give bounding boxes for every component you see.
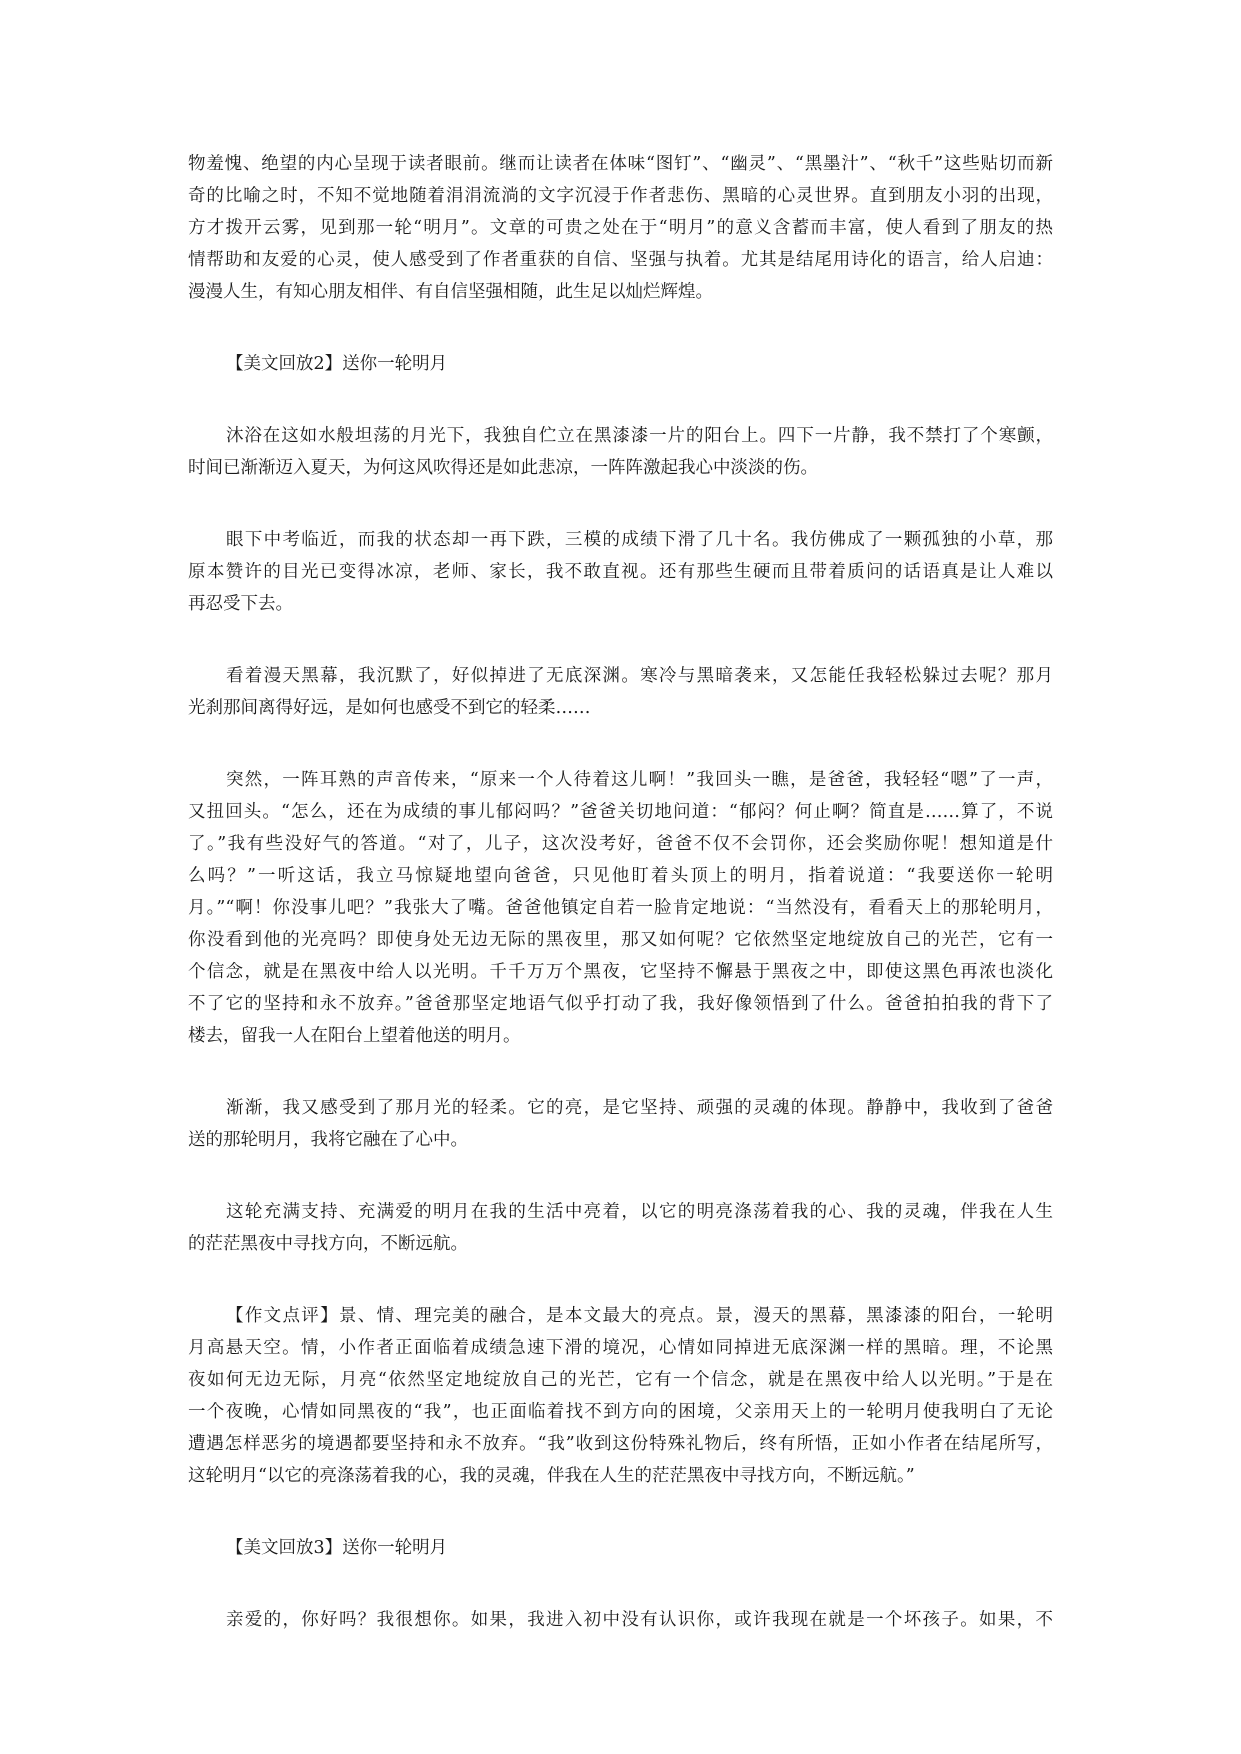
document-page <box>188 148 1053 1636</box>
text-line: 方才拨开云雾，见到那一轮“明月”。文章的可贵之处在于“明月”的意义含蓄而丰富，使人看到了朋友的热 <box>188 218 1053 238</box>
text-line: 物羞愧、绝望的内心呈现于读者眼前。继而让读者在体味“图钉”、“幽灵”、“黑墨汁”、“秋千”这些贴切而新 <box>188 154 1053 174</box>
text-line: 了。”我有些没好气的答道。“对了，儿子，这次没考好，爸爸不仅不会罚你，还会奖励你呢！想知道是什 <box>188 834 1053 854</box>
text-line: 情帮助和友爱的心灵，使人感受到了作者重获的自信、坚强与执着。尤其是结尾用诗化的语言，给人启迪： <box>188 250 1053 270</box>
paragraph <box>188 420 1053 484</box>
text-line: 时间已渐渐迈入夏天，为何这风吹得还是如此悲凉，一阵阵激起我心中淡淡的伤。 <box>188 458 818 478</box>
text-line: 你没看到他的光亮吗？即使身处无边无际的黑夜里，那又如何呢？它依然坚定地绽放自己的光芒，它有一 <box>188 930 1053 950</box>
text-line: 突然，一阵耳熟的声音传来，“原来一个人待着这儿啊！”我回头一瞧，是爸爸，我轻轻“嗯”了一声， <box>226 770 1053 790</box>
text-line: 这轮充满支持、充满爱的明月在我的生活中亮着，以它的明亮涤荡着我的心、我的灵魂，伴我在人生 <box>226 1202 1053 1222</box>
text-line: 又扭回头。“怎么，还在为成绩的事儿郁闷吗？”爸爸关切地问道：“郁闷？何止啊？简直是……算了，不说 <box>188 802 1053 822</box>
text-line: 奇的比喻之时，不知不觉地随着涓涓流淌的文字沉浸于作者悲伤、黑暗的心灵世界。直到朋友小羽的出现， <box>188 186 1053 206</box>
paragraph-commentary-2 <box>188 1300 1053 1492</box>
text-line: 【作文点评】景、情、理完美的融合，是本文最大的亮点。景，漫天的黑幕，黑漆漆的阳台，一轮明 <box>226 1306 1053 1326</box>
paragraph-commentary-1 <box>188 148 1053 308</box>
heading-text: 【美文回放2】送你一轮明月 <box>226 354 448 374</box>
text-line: 原本赞许的目光已变得冰凉，老师、家长，我不敢直视。还有那些生硬而且带着质问的话语真是让人难以 <box>188 562 1053 582</box>
text-line: 一个夜晚，心情如同黑夜的“我”，也正面临着找不到方向的困境，父亲用天上的一轮明月使我明白了无论 <box>188 1402 1053 1422</box>
text-line: 漫漫人生，有知心朋友相伴、有自信坚强相随，此生足以灿烂辉煌。 <box>188 282 713 302</box>
text-line: 的茫茫黑夜中寻找方向，不断远航。 <box>188 1234 468 1254</box>
text-line: 渐渐，我又感受到了那月光的轻柔。它的亮，是它坚持、顽强的灵魂的体现。静静中，我收到了爸爸 <box>226 1098 1053 1118</box>
paragraph <box>188 1196 1053 1260</box>
section-heading-3 <box>188 1532 1053 1564</box>
text-line: 送的那轮明月，我将它融在了心中。 <box>188 1130 468 1150</box>
paragraph <box>188 764 1053 1052</box>
paragraph <box>188 1604 1053 1636</box>
text-line: 沐浴在这如水般坦荡的月光下，我独自伫立在黑漆漆一片的阳台上。四下一片静，我不禁打了个寒颤， <box>226 426 1053 446</box>
text-line: 楼去，留我一人在阳台上望着他送的明月。 <box>188 1026 521 1046</box>
text-line: 夜如何无边无际，月亮“依然坚定地绽放自己的光芒，它有一个信念，就是在黑夜中给人以光明。”于是在 <box>188 1370 1053 1390</box>
paragraph <box>188 660 1053 724</box>
text-line: 么吗？”一听这话，我立马惊疑地望向爸爸，只见他盯着头顶上的明月，指着说道：“我要送你一轮明 <box>188 866 1053 886</box>
text-line: 再忍受下去。 <box>188 594 293 614</box>
text-line: 眼下中考临近，而我的状态却一再下跌，三模的成绩下滑了几十名。我仿佛成了一颗孤独的小草，那 <box>226 530 1053 550</box>
heading-text: 【美文回放3】送你一轮明月 <box>226 1538 448 1558</box>
text-line: 个信念，就是在黑夜中给人以光明。千千万万个黑夜，它坚持不懈悬于黑夜之中，即使这黑色再浓也淡化 <box>188 962 1053 982</box>
paragraph <box>188 1092 1053 1156</box>
text-line: 遭遇怎样恶劣的境遇都要坚持和永不放弃。“我”收到这份特殊礼物后，终有所悟，正如小作者在结尾所写， <box>188 1434 1053 1454</box>
text-line: 亲爱的，你好吗？我很想你。如果，我进入初中没有认识你，或许我现在就是一个坏孩子。如果，不 <box>226 1610 1053 1630</box>
text-line: 月。”“啊！你没事儿吧？”我张大了嘴。爸爸他镇定自若一脸肯定地说：“当然没有，看看天上的那轮明月， <box>188 898 1053 918</box>
text-line: 不了它的坚持和永不放弃。”爸爸那坚定地语气似乎打动了我，我好像领悟到了什么。爸爸拍拍我的背下了 <box>188 994 1053 1014</box>
text-line: 看着漫天黑幕，我沉默了，好似掉进了无底深渊。寒冷与黑暗袭来，又怎能任我轻松躲过去呢？那月 <box>226 666 1053 686</box>
text-line: 月高悬天空。情，小作者正面临着成绩急速下滑的境况，心情如同掉进无底深渊一样的黑暗。理，不论黑 <box>188 1338 1053 1358</box>
section-heading-2 <box>188 348 1053 380</box>
paragraph <box>188 524 1053 620</box>
text-line: 这轮明月“以它的亮涤荡着我的心，我的灵魂，伴我在人生的茫茫黑夜中寻找方向，不断远航。” <box>188 1466 915 1486</box>
text-line: 光刹那间离得好远，是如何也感受不到它的轻柔…… <box>188 698 591 718</box>
